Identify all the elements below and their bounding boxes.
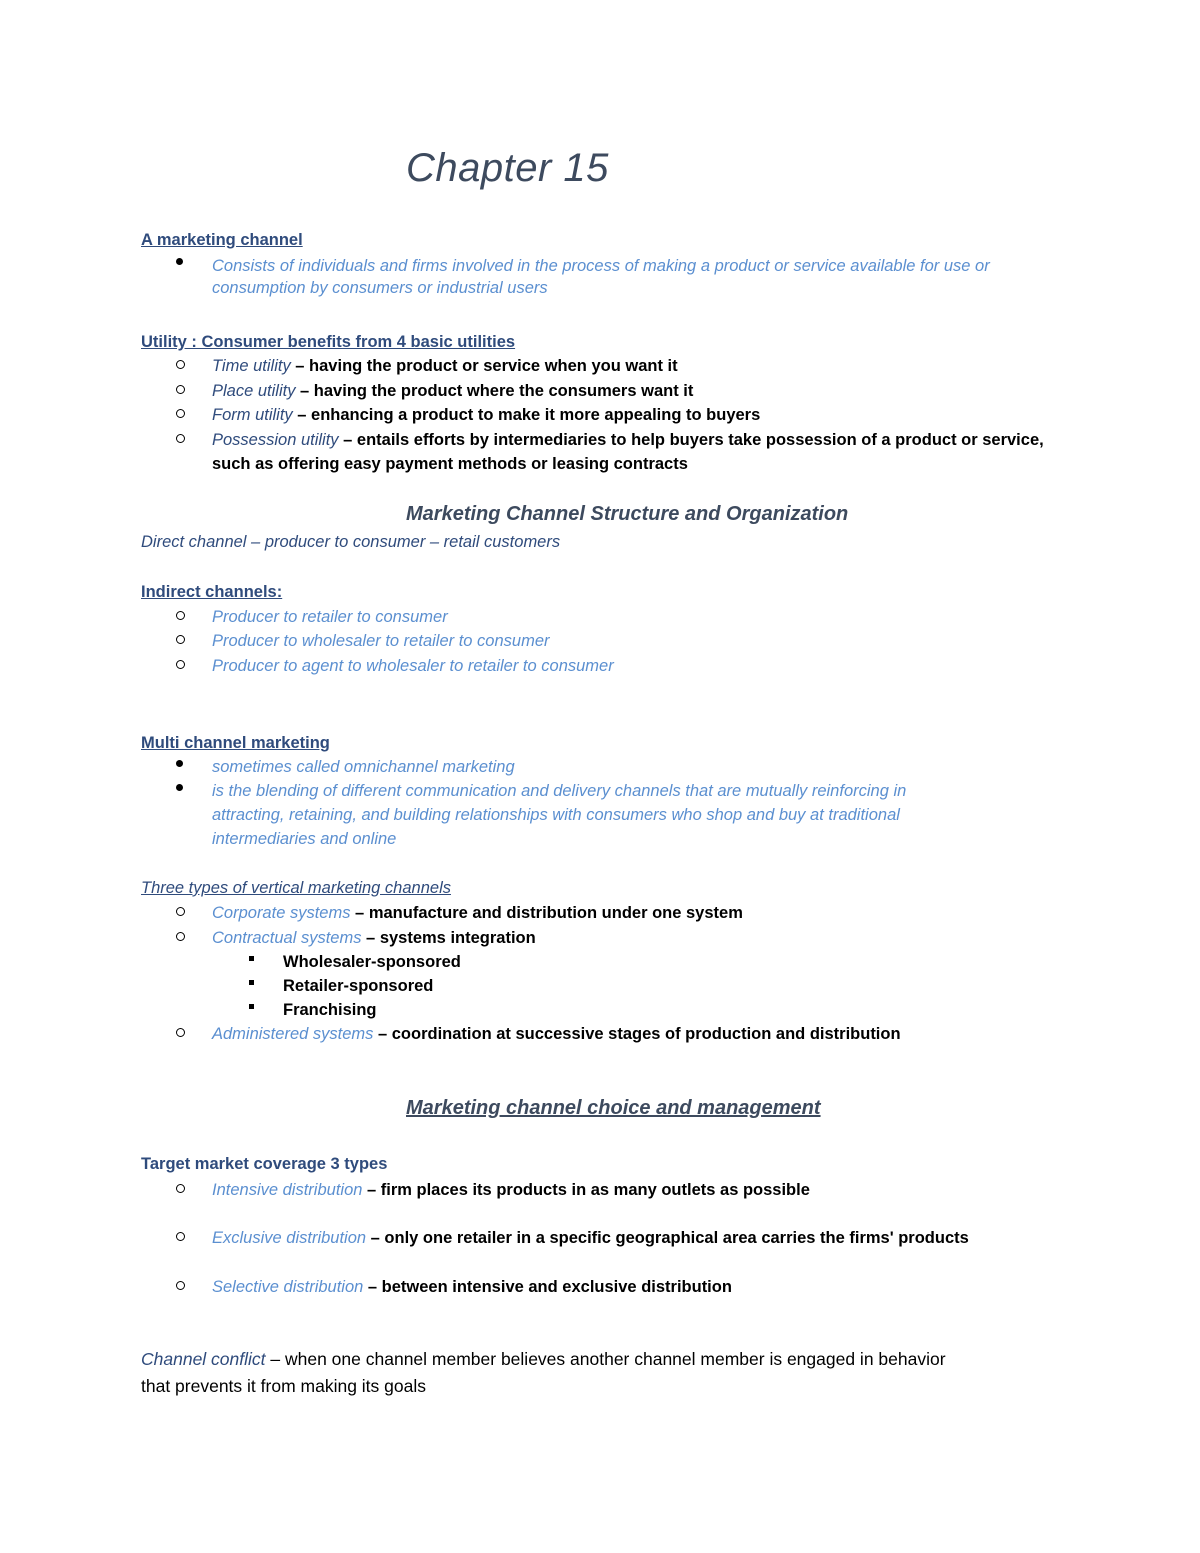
circle-bullet-icon [176, 660, 185, 669]
circle-bullet-icon [176, 385, 185, 394]
marketing-channel-heading: A marketing channel [141, 231, 303, 249]
choice-heading: Marketing channel choice and management [406, 1097, 821, 1119]
circle-bullet-icon [176, 434, 185, 443]
channel-conflict-desc: – when one channel member believes another channel member is engaged in behavior [265, 1349, 946, 1369]
contractual-subitem: Retailer-sponsored [283, 977, 434, 995]
vertical-desc: – manufacture and distribution under one system [350, 904, 743, 922]
contractual-subitem: Franchising [283, 1001, 377, 1019]
indirect-item: Producer to retailer to consumer [212, 608, 448, 626]
vertical-term: Contractual systems [212, 929, 362, 947]
vertical-item-administered [212, 1022, 901, 1046]
direct-channel-text: Direct channel – producer to consumer – retail customers [141, 533, 561, 551]
utility-heading: Utility : Consumer benefits from 4 basic utilities [141, 333, 516, 351]
utility-term: Time utility [212, 357, 291, 375]
contractual-subitem: Wholesaler-sponsored [283, 953, 461, 971]
coverage-item-intensive [212, 1178, 810, 1202]
indirect-channels-heading: Indirect channels: [141, 583, 283, 601]
marketing-channel-definition-line1: Consists of individuals and firms involved in the process of making a product or service available for use or [212, 257, 990, 275]
vertical-channels-heading: Three types of vertical marketing channels [141, 879, 451, 897]
vertical-item-contractual [212, 926, 536, 950]
utility-desc: – entails efforts by intermediaries to help buyers take possession of a product or service, [338, 431, 1044, 449]
bullet-icon [176, 784, 183, 791]
coverage-desc: – between intensive and exclusive distribution [363, 1278, 732, 1296]
coverage-term: Exclusive distribution [212, 1229, 367, 1247]
bullet-icon [176, 258, 183, 265]
channel-conflict-line2: that prevents it from making its goals [141, 1376, 426, 1396]
multi-channel-definition-line1: is the blending of different communication and delivery channels that are mutually reinforcing in [212, 782, 907, 800]
coverage-item-selective [212, 1275, 732, 1299]
utility-desc: – enhancing a product to make it more appealing to buyers [292, 406, 761, 424]
utility-item-time [212, 354, 678, 378]
utility-desc: – having the product or service when you want it [290, 357, 678, 375]
vertical-desc: – coordination at successive stages of production and distribution [373, 1025, 901, 1043]
page-title: Chapter 15 [406, 146, 609, 190]
utility-term: Form utility [212, 406, 293, 424]
circle-bullet-icon [176, 1232, 185, 1241]
circle-bullet-icon [176, 1028, 185, 1037]
utility-item-place [212, 379, 693, 403]
vertical-item-corporate [212, 901, 743, 925]
circle-bullet-icon [176, 360, 185, 369]
indirect-item: Producer to agent to wholesaler to retailer to consumer [212, 657, 614, 675]
utility-possession-line2: such as offering easy payment methods or leasing contracts [212, 455, 688, 473]
circle-bullet-icon [176, 1184, 185, 1193]
utility-term: Possession utility [212, 431, 339, 449]
coverage-item-exclusive [212, 1226, 969, 1250]
utility-item-possession [212, 428, 1044, 452]
marketing-channel-definition-line2: consumption by consumers or industrial users [212, 279, 548, 297]
coverage-term: Intensive distribution [212, 1181, 363, 1199]
utility-desc: – having the product where the consumers want it [295, 382, 694, 400]
multi-channel-item: sometimes called omnichannel marketing [212, 758, 515, 776]
multi-channel-heading: Multi channel marketing [141, 734, 330, 752]
channel-conflict-line1 [141, 1349, 946, 1370]
circle-bullet-icon [176, 635, 185, 644]
utility-term: Place utility [212, 382, 296, 400]
utility-item-form [212, 403, 760, 427]
coverage-heading: Target market coverage 3 types [141, 1155, 388, 1173]
square-bullet-icon [249, 980, 254, 985]
vertical-term: Corporate systems [212, 904, 351, 922]
indirect-item: Producer to wholesaler to retailer to consumer [212, 632, 550, 650]
coverage-term: Selective distribution [212, 1278, 364, 1296]
channel-conflict-term: Channel conflict [141, 1349, 266, 1369]
bullet-icon [176, 760, 183, 767]
circle-bullet-icon [176, 932, 185, 941]
circle-bullet-icon [176, 1281, 185, 1290]
multi-channel-definition-line2: attracting, retaining, and building relationships with consumers who shop and buy at traditional [212, 806, 900, 824]
vertical-term: Administered systems [212, 1025, 374, 1043]
circle-bullet-icon [176, 409, 185, 418]
vertical-desc: – systems integration [361, 929, 536, 947]
coverage-desc: – only one retailer in a specific geographical area carries the firms' products [366, 1229, 969, 1247]
circle-bullet-icon [176, 907, 185, 916]
square-bullet-icon [249, 1004, 254, 1009]
coverage-desc: – firm places its products in as many outlets as possible [362, 1181, 810, 1199]
multi-channel-definition-line3: intermediaries and online [212, 830, 397, 848]
structure-heading: Marketing Channel Structure and Organization [406, 503, 849, 525]
square-bullet-icon [249, 956, 254, 961]
circle-bullet-icon [176, 611, 185, 620]
